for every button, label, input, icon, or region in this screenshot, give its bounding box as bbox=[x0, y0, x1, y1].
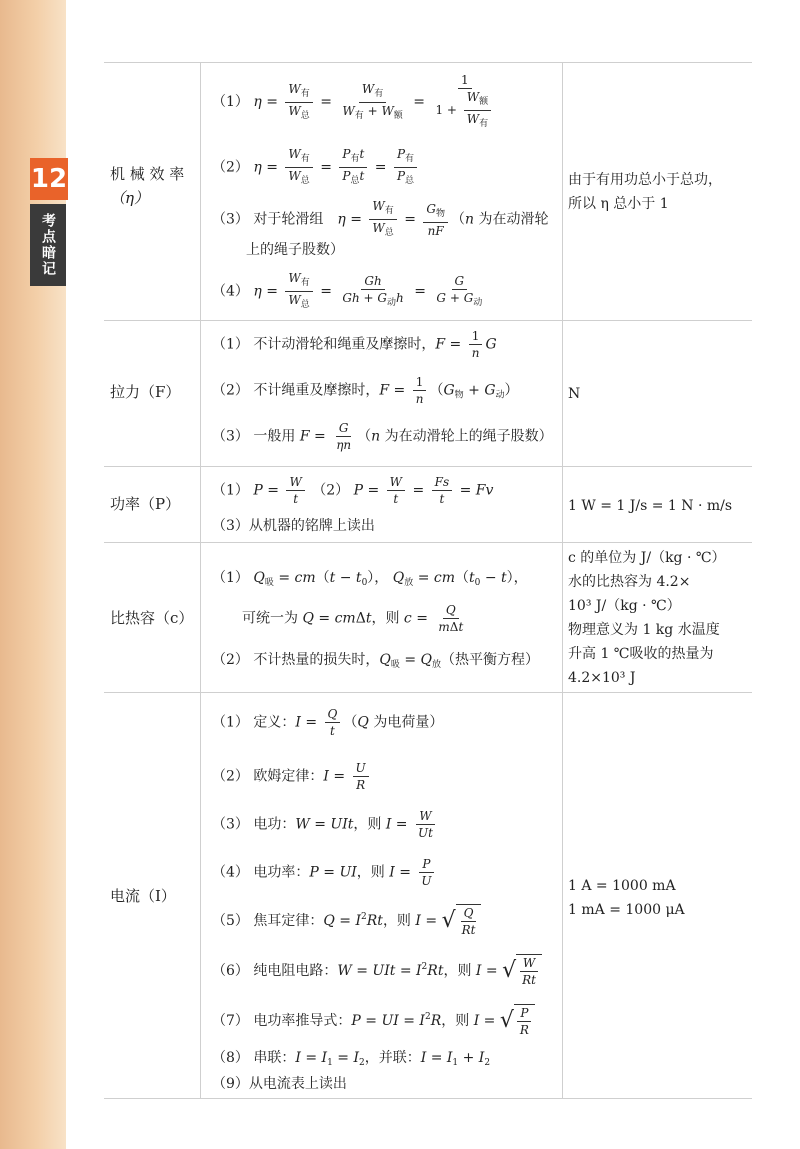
note-pull: N bbox=[568, 386, 581, 402]
table-rule bbox=[104, 62, 752, 63]
row-label-current: 电流（I） bbox=[110, 887, 176, 905]
note-power: 1 W = 1 J/s = 1 N · m/s bbox=[568, 498, 733, 514]
formula-current-2: （2） 欧姆定律：I = $\frac{U}{R}$ bbox=[212, 760, 372, 793]
note-current: 1 A = 1000 mA 1 mA = 1000 μA bbox=[568, 878, 685, 918]
formula-heat-2: （2） 不计热量的损失时，$Q_吸 = Q_放$（热平衡方程） bbox=[212, 652, 540, 670]
table-rule bbox=[104, 692, 752, 693]
table-rule bbox=[200, 62, 201, 1098]
formula-power-1: （1） P = $\frac{W}{t}$ （2） P = $\frac{W}{t}$ = $\frac{Fs}{t}$ = Fv bbox=[212, 475, 494, 506]
formula-current-5: （5） 焦耳定律：$Q = I^2Rt$，则 I = √ $\frac{Q}{Rt}$ bbox=[212, 904, 481, 938]
formula-current-7: （7） 电功率推导式：P = UI = $I^2R$，则 I = √ $\frac{P}{R}$ bbox=[212, 1004, 535, 1038]
formula-efficiency-3-cont: 上的绳子股数） bbox=[246, 242, 344, 258]
formula-efficiency-2: （2） η = $\frac{W_有}{W_总}$ = $\frac{P_有t}{P_总t}$ = $\frac{P_有}{P_总}$ bbox=[212, 146, 420, 189]
formula-efficiency-1: （1） η = $\frac{W_有}{W_总}$ = $\frac{W_有}{W_有 + W_额}$ = 1 1 + $\frac{W_额}{W_有}$ bbox=[212, 72, 500, 132]
page-number: 12 bbox=[30, 158, 68, 200]
row-label-power: 功率（P） bbox=[110, 495, 181, 513]
note-heat-capacity: c 的单位为 J/（kg · ℃） 水的比热容为 4.2× 10³ J/（kg · ℃） 物理意义为 1 kg 水温度 升高 1 ℃吸收的热量为 4.2×10³ J bbox=[568, 550, 726, 686]
formula-current-8: （8） 串联：$I = I_1 = I_2$，并联：$I = I_1 + I_2$ bbox=[212, 1050, 491, 1068]
formula-pull-2: （2） 不计绳重及摩擦时，F = $\frac{1}{n}$ $(G_物 + G_动)$ bbox=[212, 375, 519, 406]
note-efficiency: 由于有用功总小于总功， 所以 η 总小于 1 bbox=[568, 172, 722, 212]
table-rule bbox=[104, 542, 752, 543]
table-rule bbox=[562, 62, 563, 1098]
formula-pull-3: （3） 一般用 F = $\frac{G}{\eta n}$ （n 为在动滑轮上的绳子股数） bbox=[212, 421, 553, 452]
formula-current-1: （1） 定义：I = $\frac{Q}{t}$ （Q 为电荷量） bbox=[212, 707, 444, 738]
row-label-efficiency: 机 械 效 率 （η） bbox=[110, 165, 185, 207]
row-label-heat-capacity: 比热容（c） bbox=[110, 609, 194, 627]
formula-power-3: （3）从机器的铭牌上读出 bbox=[212, 518, 375, 534]
table-rule bbox=[104, 320, 752, 321]
section-tab: 考点暗记 bbox=[30, 204, 66, 286]
formula-current-4: （4） 电功率：P = UI，则 I = $\frac{P}{U}$ bbox=[212, 857, 432, 888]
formula-heat-1: （1） $Q_吸 = cm(t - t_0)$， $Q_放 = cm(t_0 - t)$， bbox=[212, 570, 528, 588]
formula-current-6: （6） 纯电阻电路：W = UIt = $I^2Rt$，则 I = √ $\frac{W}{Rt}$ bbox=[212, 954, 542, 988]
formula-current-3: （3） 电功：W = UIt，则 I = $\frac{W}{Ut}$ bbox=[212, 809, 433, 840]
row-label-pull: 拉力（F） bbox=[110, 383, 181, 401]
formula-heat-1-cont: 可统一为 Q = cmΔt，则 c = $\frac{Q}{\text{mΔt}}$ bbox=[242, 603, 464, 634]
table-rule bbox=[104, 1098, 752, 1099]
table-rule bbox=[104, 466, 752, 467]
formula-efficiency-3: （3） 对于轮滑组 η = $\frac{W_有}{W_总}$ = $\frac{G_物}{nF}$ （n 为在动滑轮 bbox=[212, 199, 549, 238]
formula-efficiency-4: （4） η = $\frac{W_有}{W_总}$ = $\frac{Gh}{Gh + G_动h}$ = $\frac{G}{G + G_动}$ bbox=[212, 271, 483, 310]
item-number: （1） bbox=[212, 94, 249, 110]
formula-pull-1: （1） 不计动滑轮和绳重及摩擦时，F = $\frac{1}{n}$ G bbox=[212, 329, 497, 360]
formula-current-9: （9）从电流表上读出 bbox=[212, 1076, 347, 1092]
